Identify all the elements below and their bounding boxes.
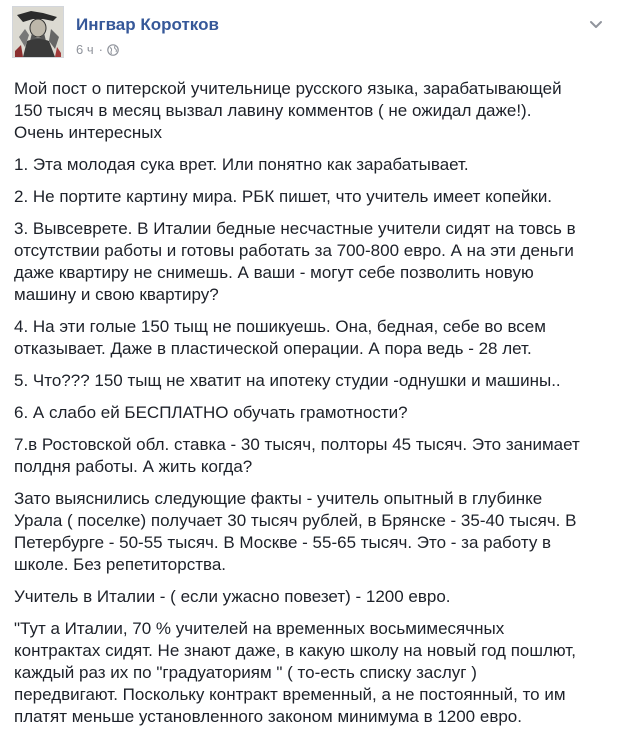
- post-body: [14, 78, 614, 738]
- globe-icon[interactable]: [107, 44, 119, 56]
- post-paragraph: 6. А слабо ей БЕСПЛАТНО обучать грамотности?: [14, 403, 408, 422]
- post-paragraph: "Тут а Италии, 70 % учителей на временных восьмимесячных контрактах сидят. Не знают даже, в какую школу на новый год пошлют, каждый раз их по "градуаториям " ( то-есть списку заслуг ) передвигают. Поскольку контракт временный, а не постоянный, то им платят меньше установленного законом минимума в 1200 евро.: [14, 619, 576, 726]
- chevron-down-icon[interactable]: [586, 14, 606, 34]
- author-name[interactable]: Ингвар Коротков: [76, 15, 219, 34]
- post-paragraph: Учитель в Италии - ( если ужасно повезет) - 1200 евро.: [14, 587, 451, 606]
- post-paragraph: 2. Не портите картину мира. РБК пишет, что учитель имеет копейки.: [14, 187, 553, 206]
- post-paragraph: 7.в Ростовской обл. ставка - 30 тысяч, полторы 45 тысяч. Это занимает полдня работы. А жить когда?: [14, 435, 580, 476]
- post-paragraph: 1. Эта молодая сука врет. Или понятно как зарабатывает.: [14, 155, 469, 174]
- post-paragraph: 4. На эти голые 150 тыщ не пошикуешь. Она, бедная, себе во всем отказывает. Даже в пластической операции. А пора ведь - 28 лет.: [14, 317, 546, 358]
- post-meta: [76, 42, 119, 57]
- post-paragraph: Зато выяснились следующие факты - учитель опытный в глубинке Урала ( поселке) получает 30 тысяч рублей, в Брянске - 35-40 тысяч. В Петербурге - 50-55 тысяч. В Москве - 55-65 тысяч. Это - за работу в школе. Без репетиторства.: [14, 489, 577, 574]
- post-paragraph: Мой пост о питерской учительнице русского языка, зарабатывающей 150 тысяч в месяц вызвал лавину комментов ( не ожидал даже!). Очень интересных: [14, 79, 562, 142]
- avatar-illustration: [13, 7, 63, 57]
- post-paragraph: 5. Что??? 150 тыщ не хватит на ипотеку студии -однушки и машины..: [14, 371, 561, 390]
- post-paragraph: 3. Вывсеврете. В Италии бедные несчастные учители сидят на товсь в отсутствии работы и готовы работать за 700-800 евро. А на эти деньги даже квартиру не снимешь. А ваши - могут себе позволить новую машину и свою квартиру?: [14, 219, 576, 304]
- meta-separator: ·: [98, 42, 103, 57]
- post-timestamp[interactable]: 6 ч: [76, 42, 94, 57]
- post-header: [12, 6, 608, 62]
- avatar[interactable]: [12, 6, 64, 58]
